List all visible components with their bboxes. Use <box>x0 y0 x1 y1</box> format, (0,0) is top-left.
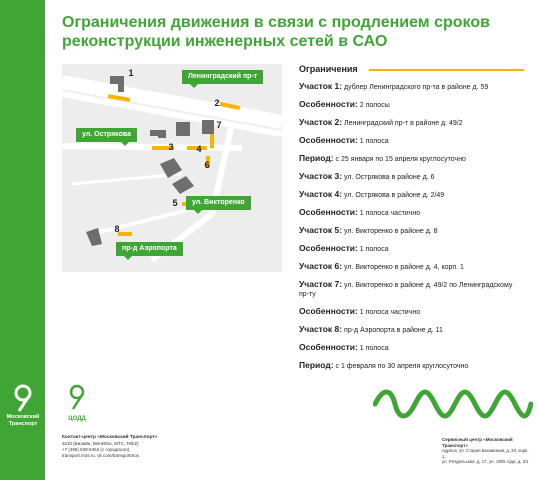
info-row: Особенности: 1 полоса частично <box>299 207 421 217</box>
info-row: Участок 2: Ленинградский пр-т в районе д. 49/2 <box>299 117 463 127</box>
map-marker-5: 5 <box>172 198 178 208</box>
sidebar-logo-line1: Московский <box>6 414 40 420</box>
info-row: Участок 1: дублер Ленинградского пр-та в районе д. 59 <box>299 81 489 91</box>
street-label-leningradsky: Ленинградский пр-т <box>182 70 263 84</box>
info-row: Период: с 1 февраля по 30 апреля круглосуточно <box>299 359 469 370</box>
heading-yellow-bar <box>369 69 524 71</box>
info-row: Особенности: 1 полоса <box>299 341 389 352</box>
decorative-wave-icon <box>373 386 533 422</box>
contact-title: Контакт-центр «Московский Транспорт» <box>62 435 158 440</box>
street-label-aeroporta: пр-д Аэропорта <box>116 242 183 256</box>
map-marker-2: 2 <box>214 98 220 108</box>
map-marker-6: 6 <box>204 160 210 170</box>
footer-left <box>62 384 212 459</box>
info-row: Особенности: 1 полоса <box>299 243 389 253</box>
street-label-viktorenko: ул. Викторенко <box>186 196 251 210</box>
map-marker-7: 7 <box>216 120 222 130</box>
restrictions-heading <box>299 64 524 76</box>
info-row: Участок 5: ул. Викторенко в районе д. 8 <box>299 225 438 235</box>
map-marker-8: 8 <box>114 224 120 234</box>
restrictions-panel <box>299 64 524 379</box>
street-label-ostryakova: ул. Острякова <box>76 128 137 142</box>
contact-line-3[interactable]: transport.mos.ru, vk.com/transportmos <box>62 453 140 458</box>
page-title: Ограничения движения в связи с продлением сроков реконструкции инженерных сетей в САО <box>62 14 490 50</box>
info-row: Особенности: 1 полоса частично <box>299 305 421 316</box>
map-marker-1: 1 <box>128 68 134 78</box>
info-row: Участок 7: ул. Викторенко в районе д. 49/2 по Ленинградскому пр-ту <box>299 279 513 298</box>
contact-line-1: 3210 (Билайн, МегаФон, МТС, Tele2) <box>62 441 139 446</box>
codd-logo <box>62 384 92 422</box>
info-row: Участок 8: пр-д Аэропорта в районе д. 11 <box>299 323 443 334</box>
map-marker-4: 4 <box>196 144 202 154</box>
contact-line-2: +7 (495) 539-5454 (с городского) <box>62 447 130 452</box>
info-row: Участок 4: ул. Острякова в районе д. 2/49 <box>299 189 445 199</box>
service-title: Сервисный центр «Московский Транспорт» <box>442 437 513 448</box>
codd-nine-icon <box>66 384 88 410</box>
road-map <box>62 64 282 272</box>
service-line-1: Адреса: ул. Старая Басманная, д. 20, корп. 1, <box>442 448 529 459</box>
codd-logo-text: ЦОДД <box>68 416 86 422</box>
service-line-2: ул. Рочдельская, д. 17, ул. 1905 года, д. 2/1 <box>442 459 529 465</box>
info-row: Участок 3: ул. Острякова в районе д. 6 <box>299 171 435 181</box>
service-center-block <box>442 437 532 465</box>
map-drawing <box>62 64 282 272</box>
nine-icon <box>10 384 36 412</box>
info-row: Период: с 25 января по 15 апреля круглосуточно <box>299 153 466 163</box>
left-green-sidebar <box>0 0 45 480</box>
sidebar-logo-line2: Транспорт <box>8 420 38 427</box>
restrictions-heading-text: Ограничения <box>299 64 358 74</box>
info-row: Особенности: 2 полосы <box>299 99 390 109</box>
info-row: Участок 6: ул. Викторенко в районе д. 4, корп. 1 <box>299 261 464 271</box>
info-row: Особенности: 1 полоса <box>299 135 389 145</box>
map-marker-3: 3 <box>168 142 174 152</box>
moscow-transport-logo <box>3 384 43 427</box>
contact-block <box>62 434 212 459</box>
